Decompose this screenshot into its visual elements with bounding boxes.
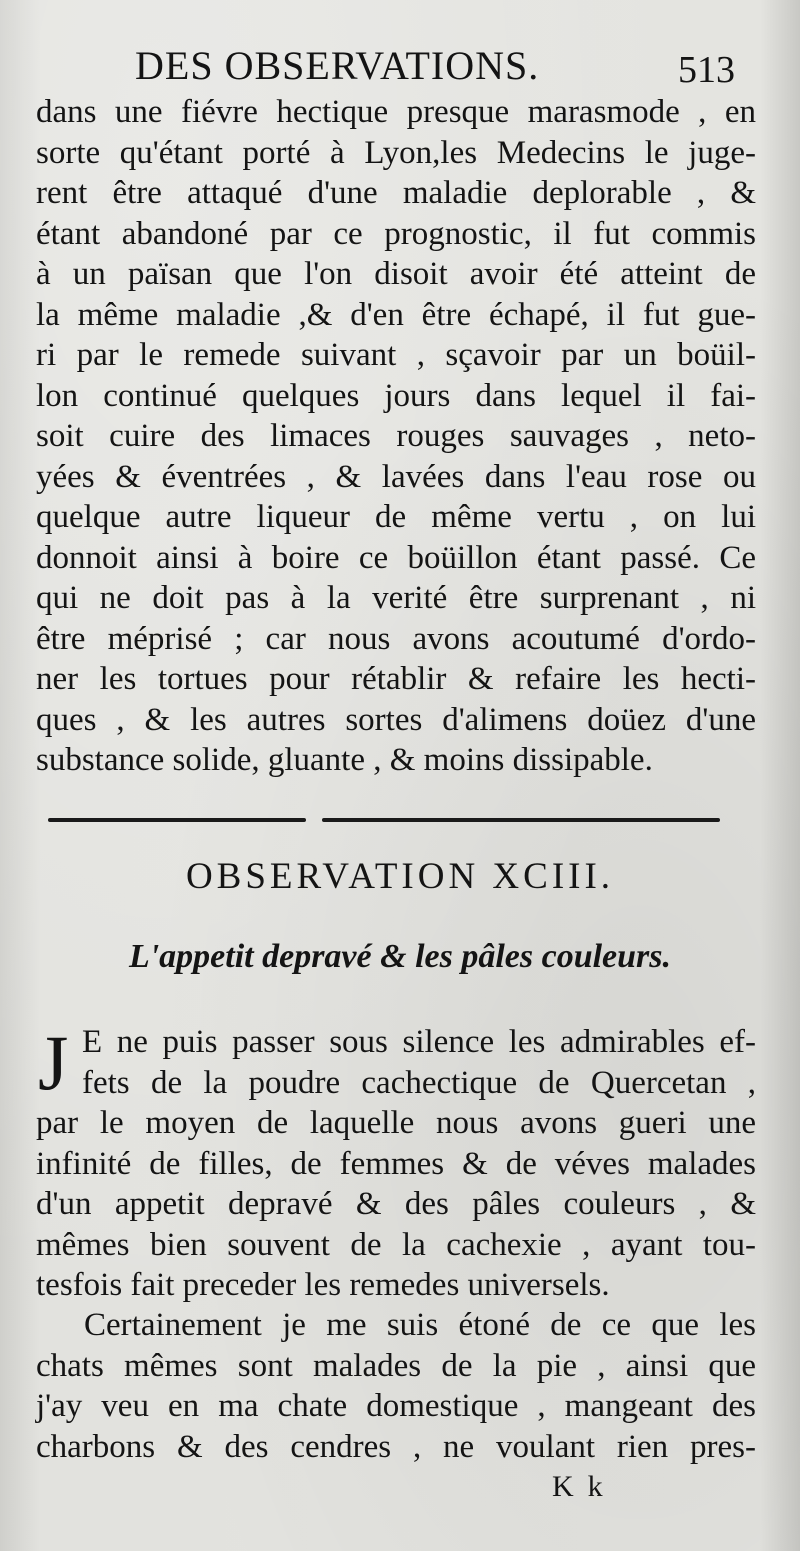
text-line: soit cuire des limaces rouges sauvages , neto-	[36, 418, 756, 454]
text-line: mêmes bien souvent de la cachexie , ayant tou-	[36, 1226, 756, 1263]
paragraph-2	[36, 1019, 756, 1306]
text-line: chats mêmes sont malades de la pie , ainsi que	[36, 1347, 756, 1384]
section-divider-right	[322, 818, 720, 822]
text-line: infinité de filles, de femmes & de véves malades	[36, 1145, 756, 1182]
text-line: tesfois fait preceder les remedes universels.	[36, 1267, 610, 1303]
text-line: rent être attaqué d'une maladie deplorable , &	[36, 175, 756, 211]
text-line: ner les tortues pour rétablir & refaire les hecti-	[36, 661, 756, 697]
signature-mark: Kk	[552, 1470, 617, 1503]
text-line: j'ay veu en ma chate domestique , mangeant des	[36, 1388, 756, 1424]
section-divider-left	[48, 818, 306, 822]
text-line: E ne puis passer sous silence les admirables ef-	[82, 1024, 756, 1060]
text-line: par le moyen de laquelle nous avons gueri une	[36, 1105, 756, 1141]
text-line: yées & éventrées , & lavées dans l'eau rose ou	[36, 458, 756, 495]
text-line: quelque autre liqueur de même vertu , on lui	[36, 499, 756, 535]
text-line: qui ne doit pas à la verité être surprenant , ni	[36, 580, 756, 616]
text-line: charbons & des cendres , ne voulant rien pres-	[36, 1428, 756, 1465]
observation-subtitle: L'appetit depravé & les pâles couleurs.	[128, 938, 672, 975]
page-number: 513	[678, 49, 735, 91]
text-line: ques , & les autres sortes d'alimens doüez d'une	[36, 701, 756, 738]
paragraph-1	[36, 92, 756, 781]
paragraph-3	[36, 1305, 756, 1467]
text-line: dans une fiévre hectique presque marasmode , en	[36, 94, 756, 130]
text-line: Certainement je me suis étoné de ce que les	[84, 1307, 756, 1343]
observation-title: OBSERVATION XCIII.	[185, 856, 615, 897]
text-line: donnoit ainsi à boire ce boüillon étant passé. Ce	[36, 539, 756, 576]
text-line: ri par le remede suivant , sçavoir par un boüil-	[36, 337, 756, 373]
text-line: d'un appetit depravé & des pâles couleurs , &	[36, 1186, 756, 1222]
running-title: DES OBSERVATIONS.	[135, 43, 540, 88]
drop-cap: J	[38, 1019, 69, 1106]
text-line: sorte qu'étant porté à Lyon,les Medecins le juge-	[36, 134, 756, 171]
text-line: fets de la poudre cachectique de Quercetan ,	[82, 1064, 756, 1101]
text-line: à un païsan que l'on disoit avoir été atteint de	[36, 256, 756, 292]
text-line: la même maladie ,& d'en être échapé, il fut gue-	[36, 296, 756, 333]
text-line: étant abandoné par ce prognostic, il fut commis	[36, 215, 756, 252]
text-line: lon continué quelques jours dans lequel il fai-	[36, 377, 756, 414]
text-line: être méprisé ; car nous avons acoutumé d'ordo-	[36, 620, 756, 657]
text-line: substance solide, gluante , & moins dissipable.	[36, 742, 653, 778]
